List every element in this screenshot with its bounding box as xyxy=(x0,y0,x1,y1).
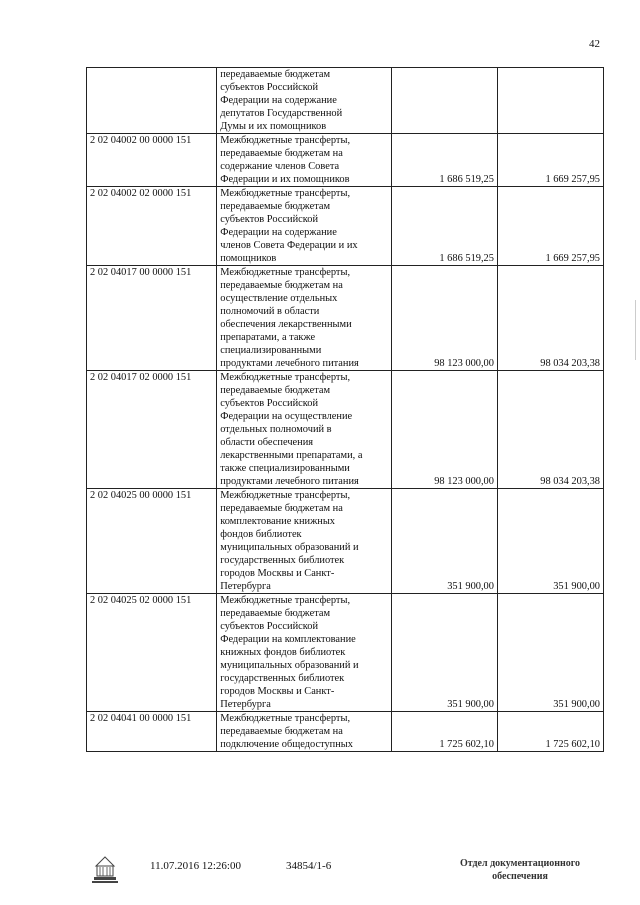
table-row xyxy=(87,266,604,371)
description-line: продуктами лечебного питания xyxy=(220,358,359,369)
table-row xyxy=(87,712,604,752)
footer-department-line: обеспечения xyxy=(492,871,548,882)
table-row xyxy=(87,68,604,134)
description-line: комплектование книжных xyxy=(220,516,336,527)
description-line: передаваемые бюджетам xyxy=(220,201,331,212)
description-line: муниципальных образований и xyxy=(220,542,359,553)
planned-amount-cell: 351 900,00 xyxy=(391,489,497,594)
description-line: Петербурга xyxy=(220,581,271,592)
footer-department-line: Отдел документационного xyxy=(459,858,581,869)
description-line: субъектов Российской xyxy=(220,214,319,225)
table-row xyxy=(87,489,604,594)
budget-code-cell: 2 02 04041 00 0000 151 xyxy=(87,712,217,752)
description-line: области обеспечения xyxy=(220,437,314,448)
description-line: Федерации и их помощников xyxy=(220,174,350,185)
executed-amount-cell: 98 034 203,38 xyxy=(497,371,603,489)
description-cell xyxy=(217,134,392,187)
description-line: осуществление отдельных xyxy=(220,293,338,304)
description-line: также специализированными xyxy=(220,463,350,474)
state-duma-emblem-icon xyxy=(90,852,120,888)
description-line: членов Совета Федерации и их xyxy=(220,240,358,251)
table-row xyxy=(87,187,604,266)
description-cell xyxy=(217,712,392,752)
description-cell xyxy=(217,68,392,134)
planned-amount-cell xyxy=(391,68,497,134)
description-line: передаваемые бюджетам на xyxy=(220,503,343,514)
footer-datetime: 11.07.2016 12:26:00 xyxy=(150,860,241,872)
budget-code-cell: 2 02 04017 02 0000 151 xyxy=(87,371,217,489)
budget-code-cell: 2 02 04017 00 0000 151 xyxy=(87,266,217,371)
description-line: помощников xyxy=(220,253,277,264)
budget-code-cell: 2 02 04002 02 0000 151 xyxy=(87,187,217,266)
description-line: Межбюджетные трансферты, xyxy=(220,372,351,383)
description-line: Межбюджетные трансферты, xyxy=(220,188,351,199)
description-line: продуктами лечебного питания xyxy=(220,476,359,487)
description-line: передаваемые бюджетам xyxy=(220,69,331,80)
description-line: субъектов Российской xyxy=(220,398,319,409)
footer-department xyxy=(440,857,600,883)
description-line: Межбюджетные трансферты, xyxy=(220,490,351,501)
description-line: Федерации на содержание xyxy=(220,95,337,106)
planned-amount-cell: 351 900,00 xyxy=(391,594,497,712)
description-line: муниципальных образований и xyxy=(220,660,359,671)
description-line: передаваемые бюджетам на xyxy=(220,726,343,737)
description-line: городов Москвы и Санкт- xyxy=(220,568,335,579)
description-line: передаваемые бюджетам на xyxy=(220,148,343,159)
page-number: 42 xyxy=(589,38,600,50)
description-line: передаваемые бюджетам на xyxy=(220,280,343,291)
description-line: препаратами, а также xyxy=(220,332,316,343)
table-row xyxy=(87,134,604,187)
description-line: обеспечения лекарственными xyxy=(220,319,352,330)
description-cell xyxy=(217,371,392,489)
description-line: Федерации на комплектование xyxy=(220,634,356,645)
description-line: государственных библиотек xyxy=(220,673,345,684)
executed-amount-cell: 1 669 257,95 xyxy=(497,187,603,266)
description-line: отдельных полномочий в xyxy=(220,424,332,435)
description-cell xyxy=(217,594,392,712)
description-line: Думы и их помощников xyxy=(220,121,327,132)
description-line: государственных библиотек xyxy=(220,555,345,566)
planned-amount-cell: 98 123 000,00 xyxy=(391,266,497,371)
description-line: содержание членов Совета xyxy=(220,161,340,172)
description-line: депутатов Государственной xyxy=(220,108,343,119)
description-line: Петербурга xyxy=(220,699,271,710)
description-line: городов Москвы и Санкт- xyxy=(220,686,335,697)
budget-code-cell: 2 02 04002 00 0000 151 xyxy=(87,134,217,187)
executed-amount-cell: 1 669 257,95 xyxy=(497,134,603,187)
description-line: полномочий в области xyxy=(220,306,320,317)
description-line: передаваемые бюджетам xyxy=(220,608,331,619)
description-line: лекарственными препаратами, а xyxy=(220,450,363,461)
description-line: Межбюджетные трансферты, xyxy=(220,595,351,606)
description-line: книжных фондов библиотек xyxy=(220,647,346,658)
description-line: Межбюджетные трансферты, xyxy=(220,135,351,146)
table-row xyxy=(87,594,604,712)
planned-amount-cell: 98 123 000,00 xyxy=(391,371,497,489)
executed-amount-cell xyxy=(497,68,603,134)
description-cell xyxy=(217,489,392,594)
executed-amount-cell: 351 900,00 xyxy=(497,594,603,712)
description-line: подключение общедоступных xyxy=(220,739,353,750)
executed-amount-cell: 98 034 203,38 xyxy=(497,266,603,371)
executed-amount-cell: 1 725 602,10 xyxy=(497,712,603,752)
description-line: Межбюджетные трансферты, xyxy=(220,713,351,724)
description-cell xyxy=(217,187,392,266)
description-line: Федерации на осуществление xyxy=(220,411,353,422)
description-line: передаваемые бюджетам xyxy=(220,385,331,396)
budget-code-cell xyxy=(87,68,217,134)
description-line: субъектов Российской xyxy=(220,82,319,93)
budget-table xyxy=(86,67,604,752)
margin-mark xyxy=(635,300,636,360)
budget-code-cell: 2 02 04025 02 0000 151 xyxy=(87,594,217,712)
description-line: Межбюджетные трансферты, xyxy=(220,267,351,278)
budget-table-body xyxy=(87,68,604,752)
description-line: субъектов Российской xyxy=(220,621,319,632)
planned-amount-cell: 1 686 519,25 xyxy=(391,134,497,187)
planned-amount-cell: 1 725 602,10 xyxy=(391,712,497,752)
table-row xyxy=(87,371,604,489)
description-cell xyxy=(217,266,392,371)
description-line: фондов библиотек xyxy=(220,529,302,540)
description-line: Федерации на содержание xyxy=(220,227,337,238)
budget-code-cell: 2 02 04025 00 0000 151 xyxy=(87,489,217,594)
footer-doc-number: 34854/1-6 xyxy=(286,860,332,872)
description-line: специализированными xyxy=(220,345,322,356)
planned-amount-cell: 1 686 519,25 xyxy=(391,187,497,266)
executed-amount-cell: 351 900,00 xyxy=(497,489,603,594)
